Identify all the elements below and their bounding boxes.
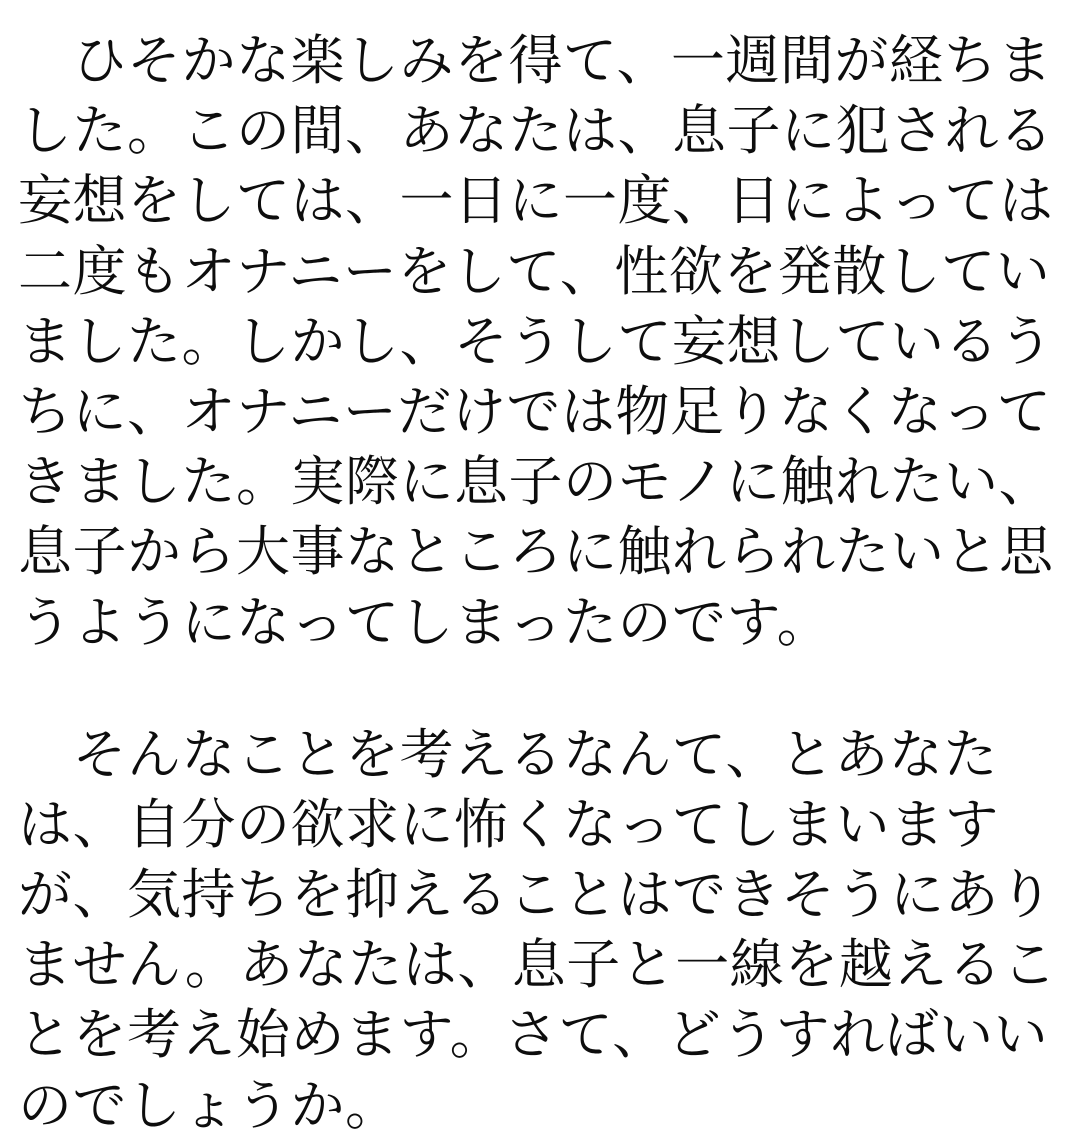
paragraph-1: ひそかな楽しみを得て、一週間が経ちました。この間、あなたは、息子に犯される妄想をしては、一日に一度、日によっては二度もオナニーをして、性欲を発散していました。しかし、そうして妄想しているうちに、オナニーだけでは物足りなくなってきました。実際に息子のモノに触れたい、息子から大事なところに触れられたいと思うようになってしまったのです。 — [18, 29, 1054, 654]
paragraph-2: そんなことを考えるなんて、とあなたは、自分の欲求に怖くなってしまいますが、気持ちを抑えることはできそうにありません。あなたは、息子と一線を越えることを考え始めます。さて、どうすればいいのでしょうか。 — [18, 722, 1057, 1137]
